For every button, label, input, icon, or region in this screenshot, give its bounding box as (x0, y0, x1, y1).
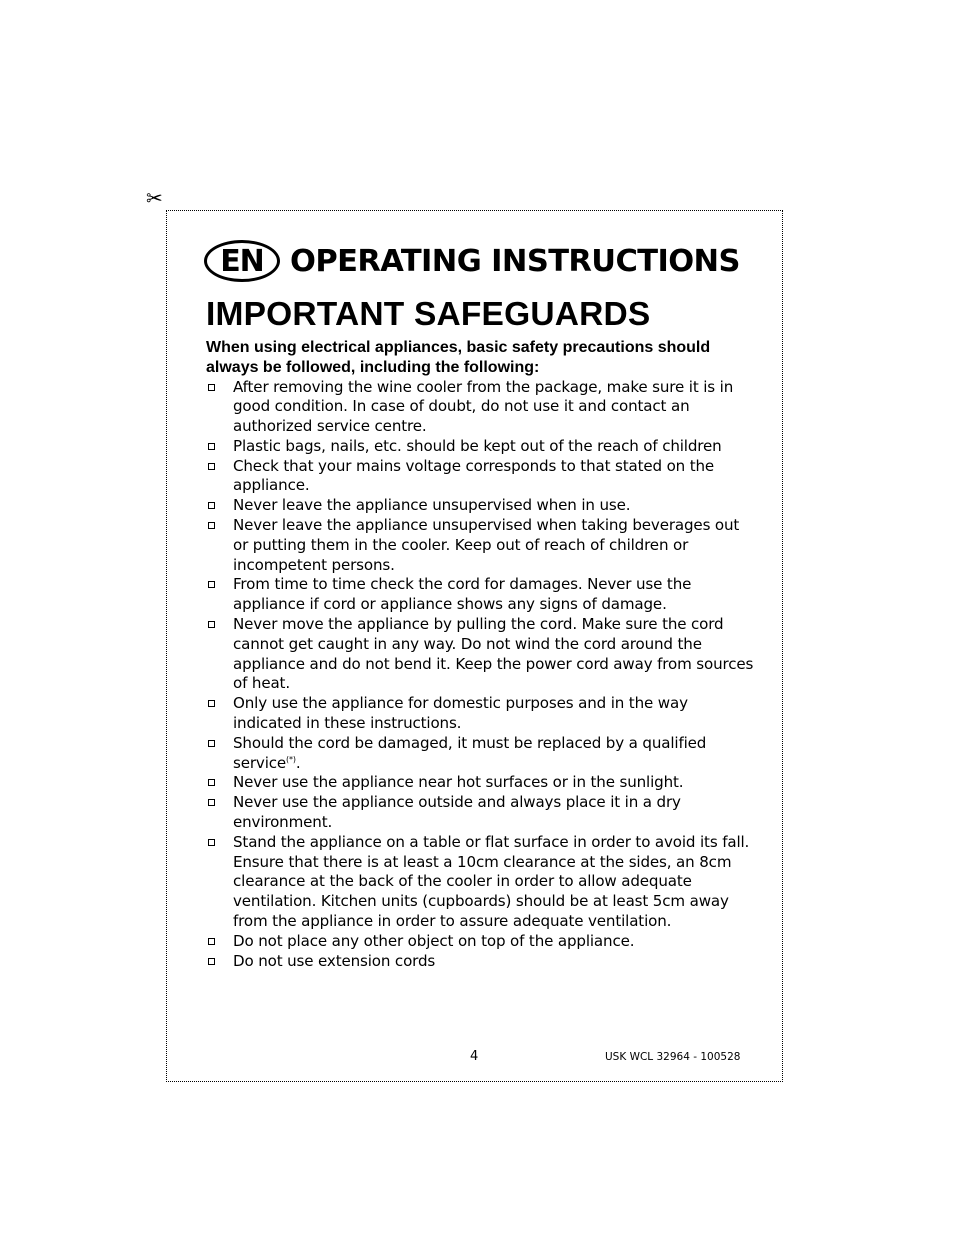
list-item-text: Never leave the appliance unsupervised when taking beverages out or putting them in the cooler. Keep out of reach of children or incompetent persons. (233, 516, 740, 574)
list-item (206, 833, 754, 932)
list-item-text: Never move the appliance by pulling the cord. Make sure the cord cannot get caught in any way. Do not wind the cord around the appliance and do not bend it. Keep the power cord away from sources of heat. (233, 615, 754, 693)
list-item (206, 437, 754, 457)
list-item-text: Never leave the appliance unsupervised when in use. (233, 496, 631, 515)
bullet-icon (208, 839, 215, 846)
scissors-icon: ✂ (146, 186, 163, 210)
bullet-icon (208, 700, 215, 707)
list-item-text: Do not place any other object on top of the appliance. (233, 931, 635, 950)
bullet-icon (208, 463, 215, 470)
intro-text: When using electrical appliances, basic safety precautions should always be followed, including the following: (206, 339, 711, 376)
list-item-text: Never use the appliance outside and always place it in a dry environment. (233, 793, 681, 832)
bullet-icon (208, 581, 215, 588)
list-item-text: Plastic bags, nails, etc. should be kept out of the reach of children (233, 436, 722, 455)
list-item-text: Stand the appliance on a table or flat surface in order to avoid its fall. Ensure that there is at least a 10cm clearance at the sides, an 8cm clearance at the back of the cooler in order to allow adequate ventilation. Kitchen units (cupboards) should be at least 5cm away from the appliance in order to assure adequate ventilation. (233, 832, 750, 931)
list-item (206, 575, 754, 615)
list-item (206, 793, 754, 833)
safeguards-list (206, 378, 754, 972)
bullet-icon (208, 502, 215, 509)
page-header (204, 238, 740, 284)
list-item (206, 773, 754, 793)
list-item (206, 952, 754, 972)
footnote-marker: (*) (286, 754, 296, 764)
bullet-icon (208, 443, 215, 450)
list-item (206, 694, 754, 734)
list-item-text: Do not use extension cords (233, 951, 436, 970)
section-title: IMPORTANT SAFEGUARDS (206, 296, 651, 333)
bullet-icon (208, 779, 215, 786)
list-item (206, 378, 754, 437)
bullet-icon (208, 522, 215, 529)
list-item-text: From time to time check the cord for damages. Never use the appliance if cord or appliance shows any signs of damage. (233, 575, 692, 614)
list-item (206, 932, 754, 952)
page-number: 4 (470, 1049, 479, 1064)
language-badge: EN (204, 240, 280, 282)
bullet-icon (208, 799, 215, 806)
list-item-tail: . (295, 753, 301, 772)
list-item-text: Only use the appliance for domestic purposes and in the way indicated in these instructions. (233, 694, 688, 733)
list-item (206, 615, 754, 694)
document-code: USK WCL 32964 - 100528 (605, 1051, 741, 1063)
list-item (206, 457, 754, 497)
list-item-text: Never use the appliance near hot surfaces or in the sunlight. (233, 773, 684, 792)
list-item (206, 516, 754, 575)
bullet-icon (208, 384, 215, 391)
list-item-text: After removing the wine cooler from the package, make sure it is in good condition. In case of doubt, do not use it and contact an authorized service centre. (233, 377, 734, 436)
bullet-icon (208, 740, 215, 747)
list-item (206, 496, 754, 516)
bullet-icon (208, 621, 215, 628)
list-item (206, 734, 754, 774)
bullet-icon (208, 938, 215, 945)
bullet-icon (208, 958, 215, 965)
header-title: OPERATING INSTRUCTIONS (290, 243, 740, 279)
list-item-text: Should the cord be damaged, it must be replaced by a qualified service (233, 733, 707, 772)
list-item-text: Check that your mains voltage corresponds to that stated on the appliance. (233, 456, 715, 495)
